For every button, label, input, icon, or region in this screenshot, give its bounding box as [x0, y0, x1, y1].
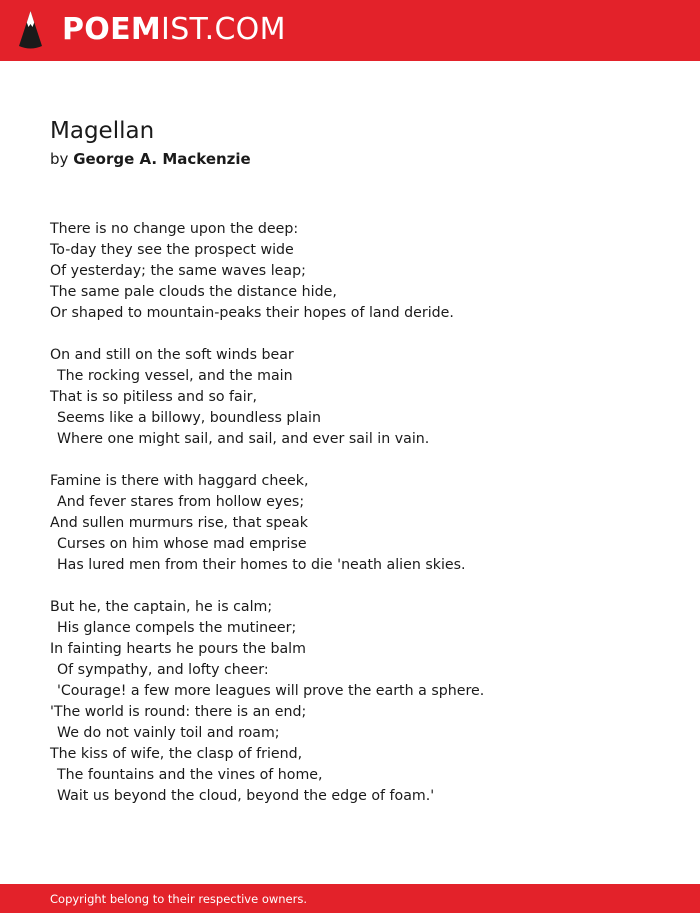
poem-line: But he, the captain, he is calm; [50, 599, 273, 615]
poem-line: There is no change upon the deep: [50, 221, 299, 237]
stanza-2 [50, 345, 670, 450]
site-footer [0, 884, 700, 913]
author-name: George A. Mackenzie [73, 150, 251, 168]
site-logo[interactable] [62, 12, 286, 48]
logo-light-text: IST.COM [161, 12, 286, 47]
poem-line-indented: We do not vainly toil and roam; [57, 725, 280, 741]
poem-line-indented: Wait us beyond the cloud, beyond the edge of foam.' [57, 788, 435, 804]
poem-line-indented: And fever stares from hollow eyes; [57, 494, 305, 510]
poem-line: Or shaped to mountain-peaks their hopes of land deride. [50, 305, 454, 321]
poem-line-indented: Of sympathy, and lofty cheer: [57, 662, 269, 678]
poem-line-indented: Curses on him whose mad emprise [57, 536, 307, 552]
poem-line-indented: Where one might sail, and sail, and ever sail in vain. [57, 431, 430, 447]
poem-line: And sullen murmurs rise, that speak [50, 515, 308, 531]
poem-line-indented: His glance compels the mutineer; [57, 620, 297, 636]
poem-line: On and still on the soft winds bear [50, 347, 294, 363]
copyright-notice: Copyright belong to their respective owners. [50, 892, 308, 906]
poem-line: 'The world is round: there is an end; [50, 704, 307, 720]
poem-line-indented: 'Courage! a few more leagues will prove the earth a sphere. [57, 683, 485, 699]
poem-title: Magellan [50, 118, 155, 144]
byline-prefix: by [50, 150, 69, 168]
pencil-tip-icon[interactable] [18, 10, 43, 51]
poem-line: To-day they see the prospect wide [50, 242, 294, 258]
stanza-4 [50, 597, 670, 807]
stanza-3 [50, 471, 670, 576]
poem-line: The same pale clouds the distance hide, [50, 284, 337, 300]
poem-line: That is so pitiless and so fair, [50, 389, 258, 405]
poem-body [50, 219, 670, 828]
logo-bold-text: POEM [62, 12, 162, 47]
stanza-1 [50, 219, 670, 324]
site-header [0, 0, 700, 61]
poem-line-indented: The fountains and the vines of home, [57, 767, 323, 783]
byline [50, 148, 251, 170]
poem-line: The kiss of wife, the clasp of friend, [50, 746, 303, 762]
poem-line-indented: Has lured men from their homes to die 'neath alien skies. [57, 557, 466, 573]
poem-line: In fainting hearts he pours the balm [50, 641, 306, 657]
poem-line: Of yesterday; the same waves leap; [50, 263, 306, 279]
poem-line-indented: Seems like a billowy, boundless plain [57, 410, 321, 426]
poem-line-indented: The rocking vessel, and the main [57, 368, 293, 384]
poem-line: Famine is there with haggard cheek, [50, 473, 309, 489]
